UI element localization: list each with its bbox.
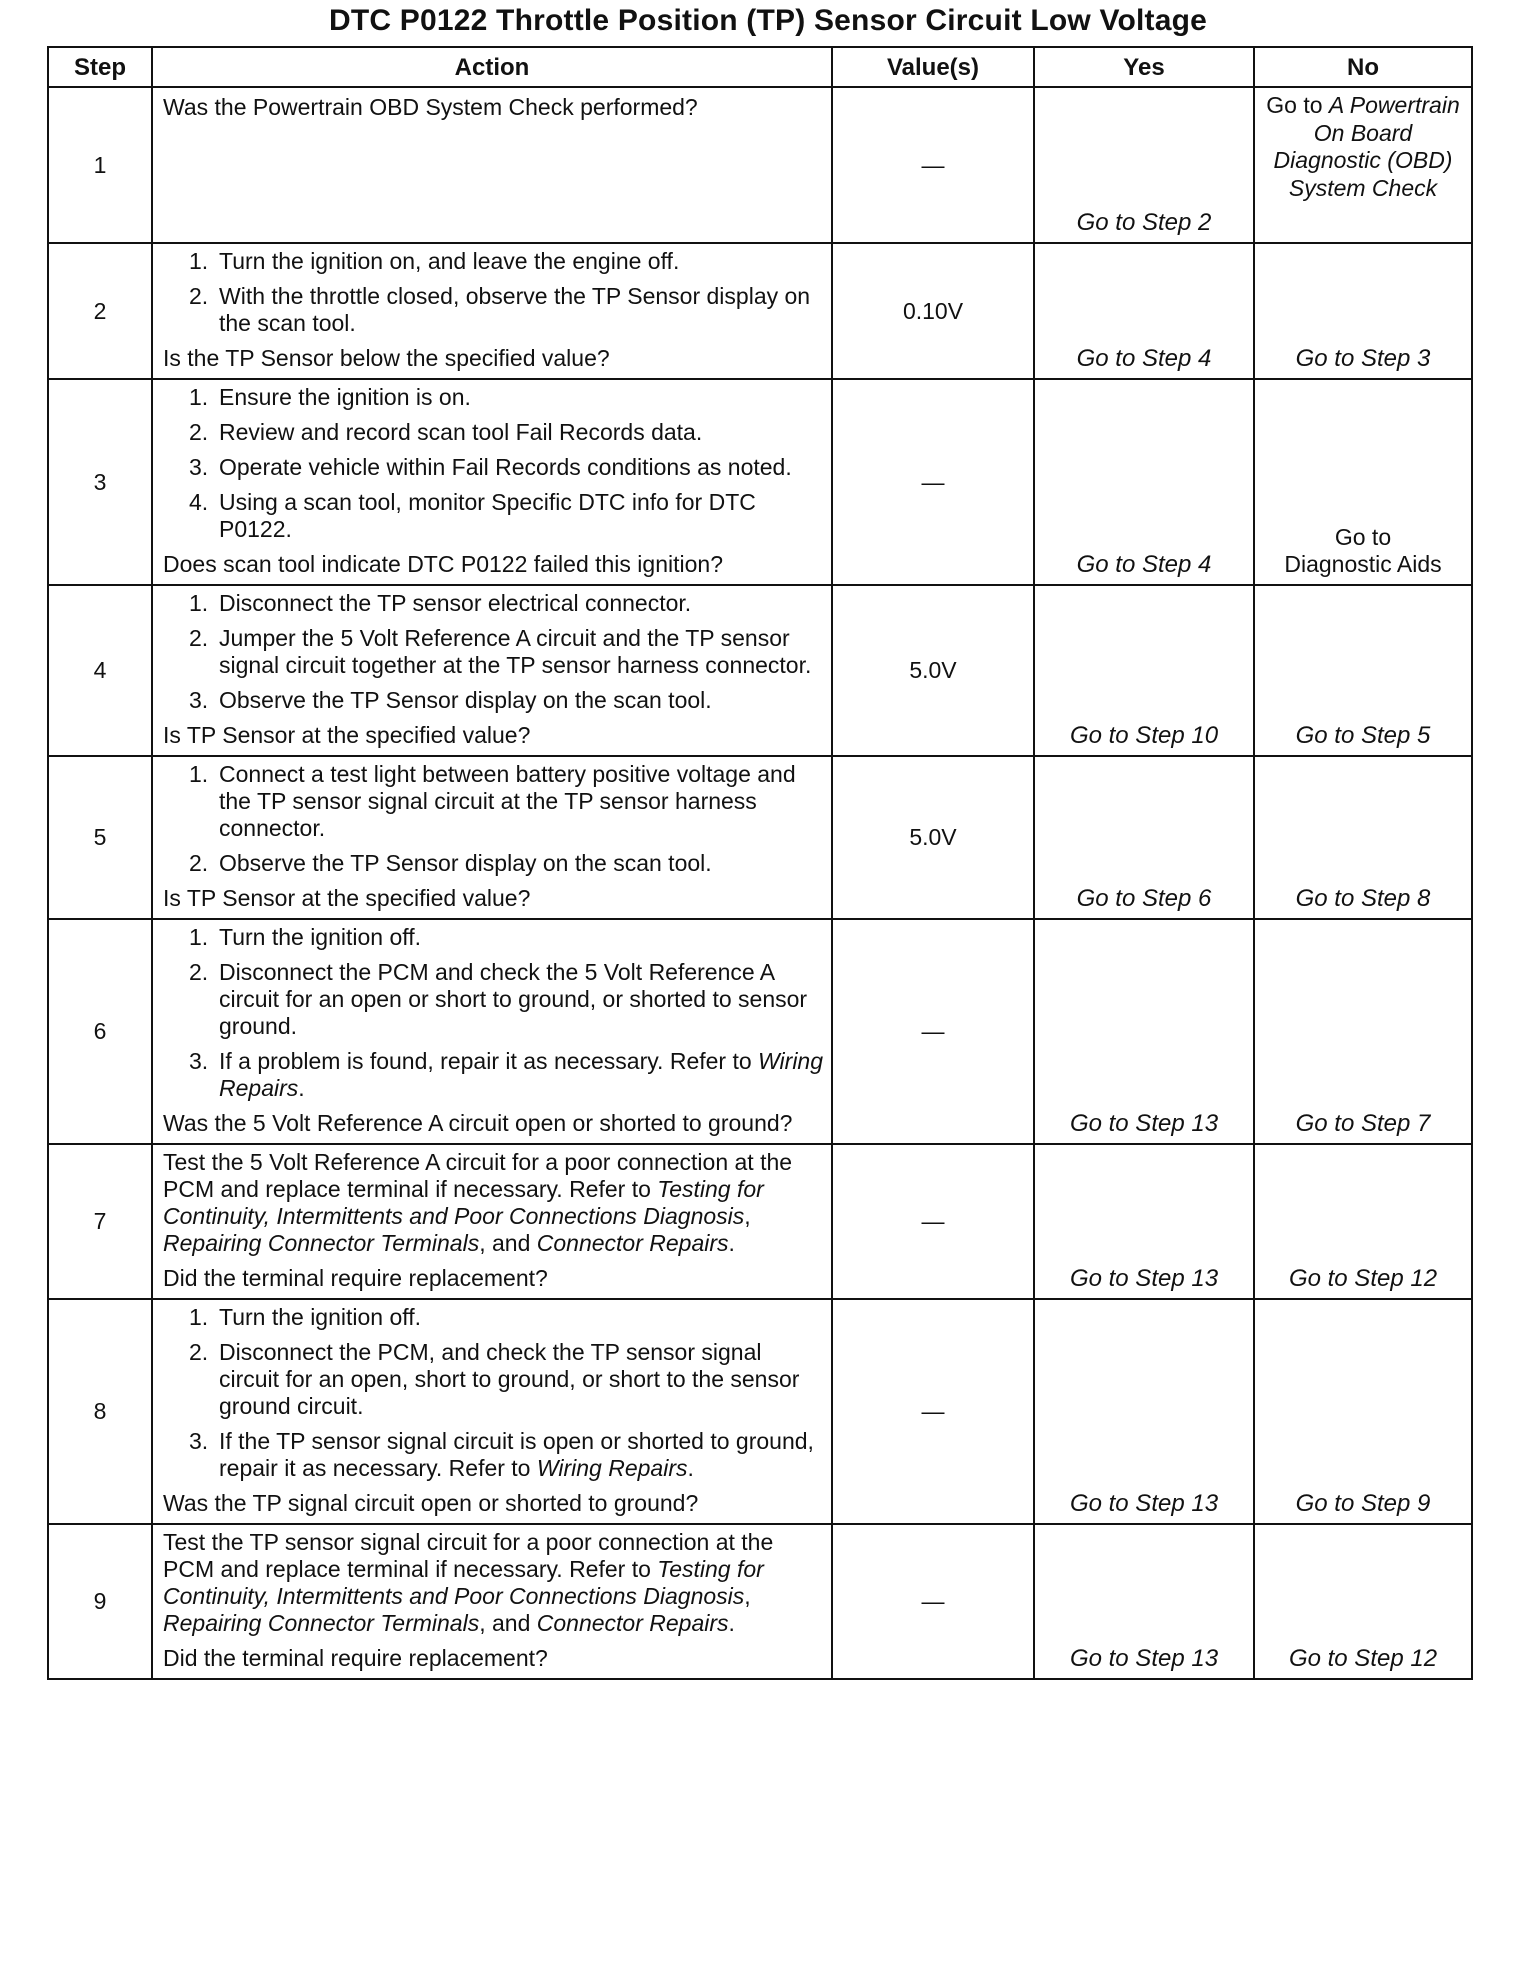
step-cell: 5 bbox=[48, 756, 152, 919]
action-question: Does scan tool indicate DTC P0122 failed this ignition? bbox=[163, 551, 723, 577]
no-goto: Go to Step 3 bbox=[1295, 345, 1431, 372]
action-cell bbox=[152, 1299, 832, 1524]
action-steps-list bbox=[163, 924, 823, 1102]
action-step-item bbox=[189, 283, 823, 337]
action-cell bbox=[152, 919, 832, 1144]
header-yes: Yes bbox=[1034, 47, 1254, 87]
action-step-item bbox=[189, 1339, 823, 1420]
value-cell: — bbox=[832, 379, 1034, 585]
yes-cell bbox=[1034, 87, 1254, 243]
value-cell: — bbox=[832, 1299, 1034, 1524]
action-step-number: 3. bbox=[189, 1048, 209, 1074]
action-step-number: 2. bbox=[189, 419, 209, 445]
value-cell: — bbox=[832, 1524, 1034, 1679]
action-step-item bbox=[189, 924, 823, 951]
action-steps-list bbox=[163, 761, 823, 877]
value-cell: — bbox=[832, 87, 1034, 243]
action-cell bbox=[152, 1524, 832, 1679]
action-step-number: 3. bbox=[189, 687, 209, 713]
no-cell bbox=[1254, 919, 1472, 1144]
action-step-number: 3. bbox=[189, 1428, 209, 1454]
action-step-number: 2. bbox=[189, 959, 209, 985]
header-row bbox=[48, 47, 1472, 87]
yes-cell bbox=[1034, 243, 1254, 379]
value-cell: 0.10V bbox=[832, 243, 1034, 379]
table-row bbox=[48, 1524, 1472, 1679]
no-cell bbox=[1254, 243, 1472, 379]
yes-cell bbox=[1034, 756, 1254, 919]
yes-cell bbox=[1034, 1144, 1254, 1299]
action-step-number: 1. bbox=[189, 924, 209, 950]
action-step-item bbox=[189, 454, 823, 481]
no-cell bbox=[1254, 585, 1472, 756]
step-cell: 4 bbox=[48, 585, 152, 756]
action-cell bbox=[152, 87, 832, 243]
no-goto: Go to Step 5 bbox=[1295, 722, 1431, 749]
action-question: Is the TP Sensor below the specified value? bbox=[163, 345, 610, 371]
action-question: Was the TP signal circuit open or shorted to ground? bbox=[163, 1490, 699, 1516]
action-step-text: Jumper the 5 Volt Reference A circuit and the TP sensor signal circuit together at the TP sensor harness connector. bbox=[219, 625, 812, 678]
no-cell bbox=[1254, 87, 1472, 243]
action-step-number: 4. bbox=[189, 489, 209, 515]
yes-cell bbox=[1034, 379, 1254, 585]
step-cell: 2 bbox=[48, 243, 152, 379]
action-cell bbox=[152, 585, 832, 756]
action-step-number: 1. bbox=[189, 1304, 209, 1330]
header-no: No bbox=[1254, 47, 1472, 87]
action-step-text: Operate vehicle within Fail Records conditions as noted. bbox=[219, 454, 792, 480]
action-step-number: 1. bbox=[189, 590, 209, 616]
action-steps-list bbox=[163, 384, 823, 543]
action-question: Did the terminal require replacement? bbox=[163, 1645, 548, 1671]
action-cell bbox=[152, 379, 832, 585]
table-body bbox=[48, 87, 1472, 1679]
action-question: Was the 5 Volt Reference A circuit open or shorted to ground? bbox=[163, 1110, 793, 1136]
action-step-item bbox=[189, 850, 823, 877]
action-cell bbox=[152, 243, 832, 379]
yes-goto: Go to Step 2 bbox=[1076, 209, 1212, 236]
action-step-text: Disconnect the TP sensor electrical connector. bbox=[219, 590, 692, 616]
value-cell: 5.0V bbox=[832, 585, 1034, 756]
action-step-item bbox=[189, 384, 823, 411]
action-steps-list bbox=[163, 590, 823, 714]
action-step-text: Turn the ignition on, and leave the engine off. bbox=[219, 248, 680, 274]
action-question: Did the terminal require replacement? bbox=[163, 1265, 548, 1291]
no-cell bbox=[1254, 1299, 1472, 1524]
action-step-item bbox=[189, 248, 823, 275]
step-cell: 3 bbox=[48, 379, 152, 585]
yes-cell bbox=[1034, 1524, 1254, 1679]
no-goto: Go to A Powertrain On Board Diagnostic (OBD) System Check bbox=[1266, 92, 1460, 201]
action-step-text: With the throttle closed, observe the TP Sensor display on the scan tool. bbox=[219, 283, 811, 336]
action-step-item bbox=[189, 761, 823, 842]
action-step-item bbox=[189, 959, 823, 1040]
table-row bbox=[48, 87, 1472, 243]
yes-goto: Go to Step 6 bbox=[1076, 885, 1212, 912]
action-step-text: Turn the ignition off. bbox=[219, 924, 422, 950]
table-row bbox=[48, 585, 1472, 756]
header-action: Action bbox=[152, 47, 832, 87]
action-step-item bbox=[189, 687, 823, 714]
yes-cell bbox=[1034, 919, 1254, 1144]
action-steps-list bbox=[163, 1304, 823, 1482]
diagnostic-table bbox=[47, 46, 1473, 1680]
action-step-number: 1. bbox=[189, 248, 209, 274]
action-step-number: 3. bbox=[189, 454, 209, 480]
action-step-text: Disconnect the PCM and check the 5 Volt Reference A circuit for an open or short to ground, or shorted to sensor ground. bbox=[219, 959, 808, 1039]
header-step: Step bbox=[48, 47, 152, 87]
no-cell bbox=[1254, 379, 1472, 585]
action-step-item bbox=[189, 419, 823, 446]
yes-goto: Go to Step 13 bbox=[1069, 1645, 1219, 1672]
action-step-text: Connect a test light between battery positive voltage and the TP sensor signal circuit at the TP sensor harness connector. bbox=[219, 761, 796, 841]
step-cell: 7 bbox=[48, 1144, 152, 1299]
table-row bbox=[48, 243, 1472, 379]
table-row bbox=[48, 756, 1472, 919]
action-step-item bbox=[189, 1048, 824, 1102]
action-cell bbox=[152, 1144, 832, 1299]
action-step-text: Disconnect the PCM, and check the TP sensor signal circuit for an open, short to ground, or short to the sensor ground circuit. bbox=[219, 1339, 800, 1419]
yes-goto: Go to Step 4 bbox=[1076, 551, 1212, 578]
action-step-item bbox=[189, 1304, 823, 1331]
action-step-item bbox=[189, 625, 823, 679]
table-row bbox=[48, 1299, 1472, 1524]
table-row bbox=[48, 919, 1472, 1144]
yes-goto: Go to Step 4 bbox=[1076, 345, 1212, 372]
action-question: Is TP Sensor at the specified value? bbox=[163, 722, 531, 748]
action-step-text: Review and record scan tool Fail Records data. bbox=[219, 419, 703, 445]
step-cell: 6 bbox=[48, 919, 152, 1144]
action-question: Was the Powertrain OBD System Check performed? bbox=[163, 94, 698, 120]
value-cell: — bbox=[832, 1144, 1034, 1299]
action-step-text: Turn the ignition off. bbox=[219, 1304, 422, 1330]
yes-goto: Go to Step 13 bbox=[1069, 1490, 1219, 1517]
action-step-text: Ensure the ignition is on. bbox=[219, 384, 471, 410]
document-title: DTC P0122 Throttle Position (TP) Sensor Circuit Low Voltage bbox=[328, 4, 1207, 37]
action-step-number: 2. bbox=[189, 1339, 209, 1365]
action-step-text: Using a scan tool, monitor Specific DTC info for DTC P0122. bbox=[219, 489, 756, 542]
action-step-text: Observe the TP Sensor display on the scan tool. bbox=[219, 850, 712, 876]
action-step-item bbox=[189, 489, 823, 543]
action-paragraph: Test the 5 Volt Reference A circuit for a poor connection at the PCM and replace terminal if necessary. Refer to Testing for Continuity, Intermittents and Poor Connections Diagnosis, Repairing Connector Terminals, and Connector Repairs. bbox=[163, 1149, 793, 1256]
no-goto: Go to Step 12 bbox=[1288, 1265, 1438, 1292]
action-step-number: 1. bbox=[189, 761, 209, 787]
action-step-text: Observe the TP Sensor display on the scan tool. bbox=[219, 687, 712, 713]
yes-cell bbox=[1034, 1299, 1254, 1524]
action-step-item bbox=[189, 1428, 823, 1482]
no-goto: Go to Diagnostic Aids bbox=[1284, 524, 1442, 577]
no-goto: Go to Step 12 bbox=[1288, 1645, 1438, 1672]
yes-goto: Go to Step 10 bbox=[1069, 722, 1219, 749]
action-step-number: 2. bbox=[189, 283, 209, 309]
step-cell: 1 bbox=[48, 87, 152, 243]
step-cell: 9 bbox=[48, 1524, 152, 1679]
action-question: Is TP Sensor at the specified value? bbox=[163, 885, 531, 911]
value-cell: — bbox=[832, 919, 1034, 1144]
action-step-number: 1. bbox=[189, 384, 209, 410]
no-cell bbox=[1254, 1144, 1472, 1299]
table-row bbox=[48, 1144, 1472, 1299]
action-step-number: 2. bbox=[189, 625, 209, 651]
action-paragraph: Test the TP sensor signal circuit for a poor connection at the PCM and replace terminal if necessary. Refer to Testing for Continuity, Intermittents and Poor Connections Diagnosis, Repairing Connector Terminals, and Connector Repairs. bbox=[163, 1529, 774, 1636]
action-steps-list bbox=[163, 248, 823, 337]
step-cell: 8 bbox=[48, 1299, 152, 1524]
action-step-text: If a problem is found, repair it as necessary. Refer to Wiring Repairs. bbox=[219, 1048, 824, 1101]
no-goto: Go to Step 8 bbox=[1295, 885, 1431, 912]
table-row bbox=[48, 379, 1472, 585]
yes-cell bbox=[1034, 585, 1254, 756]
no-goto: Go to Step 9 bbox=[1295, 1490, 1431, 1517]
yes-goto: Go to Step 13 bbox=[1069, 1110, 1219, 1137]
yes-goto: Go to Step 13 bbox=[1069, 1265, 1219, 1292]
no-goto: Go to Step 7 bbox=[1295, 1110, 1431, 1137]
no-cell bbox=[1254, 1524, 1472, 1679]
action-cell bbox=[152, 756, 832, 919]
header-values: Value(s) bbox=[832, 47, 1034, 87]
value-cell: 5.0V bbox=[832, 756, 1034, 919]
action-step-text: If the TP sensor signal circuit is open or shorted to ground, repair it as necessary. Refer to Wiring Repairs. bbox=[219, 1428, 814, 1481]
action-step-number: 2. bbox=[189, 850, 209, 876]
action-step-item bbox=[189, 590, 823, 617]
no-cell bbox=[1254, 756, 1472, 919]
